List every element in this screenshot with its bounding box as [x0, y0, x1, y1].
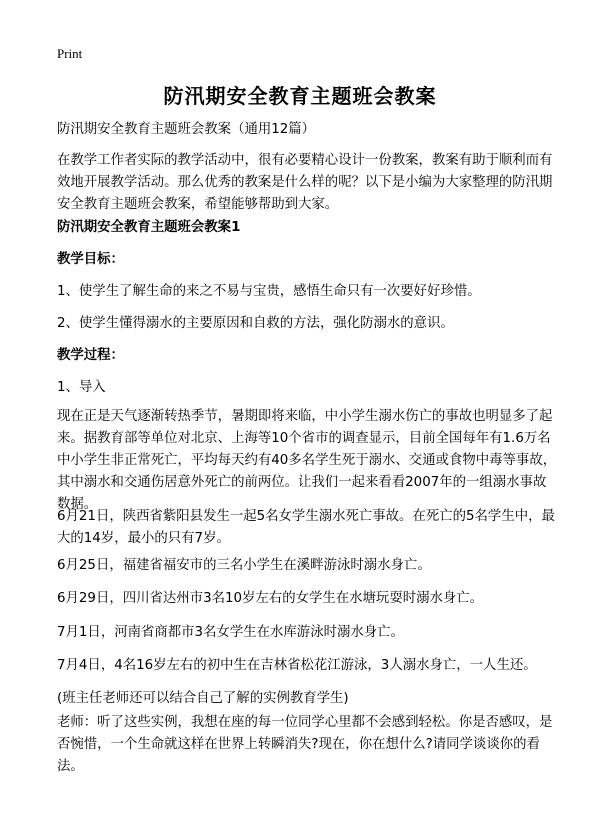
document-subtitle: 防汛期安全教育主题班会教案（通用12篇）	[57, 122, 316, 137]
case-item-5: 7月4日，4名16岁左右的初中生在吉林省松花江游泳，3人溺水身亡，一人生还。	[57, 658, 537, 673]
case-item-4: 7月1日，河南省商都市3名女学生在水库游泳时溺水身亡。	[57, 625, 404, 640]
goal-item-1: 1、使学生了解生命的来之不易与宝贵，感悟生命只有一次要好好珍惜。	[57, 284, 481, 299]
teacher-note: (班主任老师还可以结合自己了解的实例教育学生)	[57, 691, 349, 706]
intro-story-paragraph: 现在正是天气逐渐转热季节，暑期即将来临，中小学生溺水伤亡的事故也明显多了起来。据教育部等单位对北京、上海等10个省市的调查显示，目前全国每年有1.6万名中小学生非正常死亡，平均每天约有40多名学生死于溺水、交通或食物中毒等事故，其中溺水和交通伤居意外死亡的前两位。让我们一起来看看2007年的一组溺水事故数据。	[57, 409, 557, 512]
case-item-2: 6月25日，福建省福安市的三名小学生在溪畔游泳时溺水身亡。	[57, 558, 431, 573]
section-heading: 防汛期安全教育主题班会教案1	[57, 220, 241, 235]
intro-paragraph: 在教学工作者实际的教学活动中，很有必要精心设计一份教案，教案有助于顺利而有效地开展教学活动。那么优秀的教案是什么样的呢？以下是小编为大家整理的防汛期安全教育主题班会教案，希望能够帮助到大家。	[57, 153, 553, 212]
case-item-3: 6月29日，四川省达州市3名10岁左右的女学生在水塘玩耍时溺水身亡。	[57, 591, 484, 606]
step-1-label: 1、导入	[57, 380, 106, 395]
goals-heading: 教学目标：	[57, 252, 124, 267]
case-item-1: 6月21日，陕西省紫阳县发生一起5名女学生溺水死亡事故。在死亡的5名学生中，最大的14岁，最小的只有7岁。	[57, 509, 555, 546]
teacher-dialogue: 老师：听了这些实例，我想在座的每一位同学心里都不会感到轻松。你是否感叹，是否惋惜，一个生命就这样在世界上转瞬消失?现在，你在想什么?请同学谈谈你的看法。	[57, 715, 553, 774]
goal-item-2: 2、使学生懂得溺水的主要原因和自救的方法，强化防溺水的意识。	[57, 316, 454, 331]
process-heading: 教学过程：	[57, 348, 124, 363]
print-label[interactable]: Print	[57, 46, 83, 61]
document-title: 防汛期安全教育主题班会教案	[163, 84, 437, 108]
